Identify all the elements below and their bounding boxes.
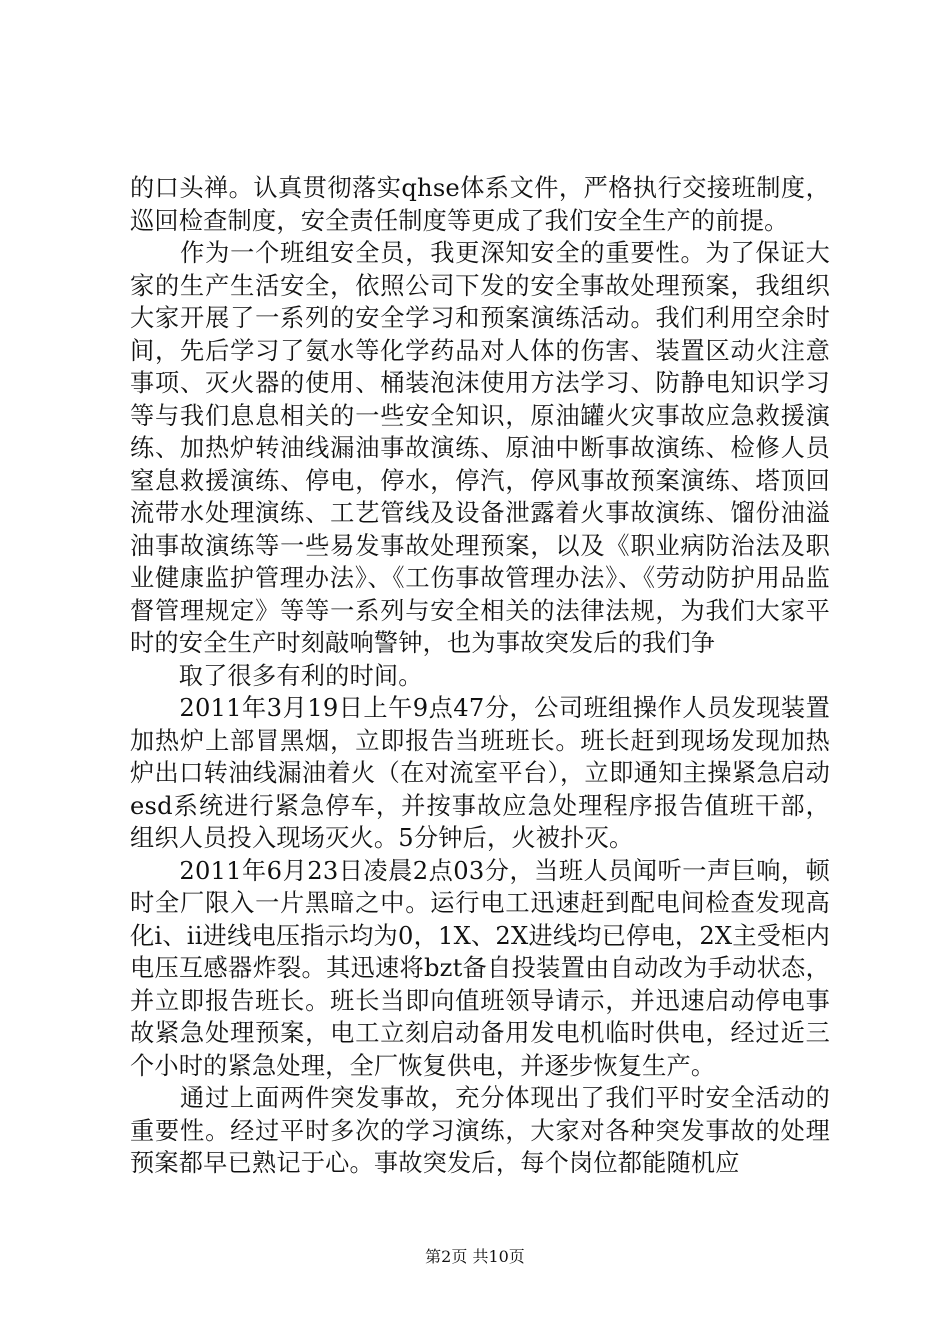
paragraph-5: 2011年6月23日凌晨2点03分，当班人员闻听一声巨响，顿时全厂限入一片黑暗之中。运行电工迅速赶到配电间检查发现高化i、ii进线电压指示均为0，1X、2X进线均已停电，2X主受柜内电压互感器炸裂。其迅速将bzt备自投装置由自动改为手动状态，并立即报告班长。班长当即向值班领导请示，并迅速启动停电事故紧急处理预案，电工立刻启动备用发电机临时供电，经过近三个小时的紧急处理，全厂恢复供电，并逐步恢复生产。: [130, 856, 830, 1080]
body-text: [130, 172, 830, 1180]
paragraph-6: 通过上面两件突发事故，充分体现出了我们平时安全活动的重要性。经过平时多次的学习演练，大家对各种突发事故的处理预案都早已熟记于心。事故突发后，每个岗位都能随机应: [130, 1084, 830, 1177]
paragraph-2: 作为一个班组安全员，我更深知安全的重要性。为了保证大家的生产生活安全，依照公司下发的安全事故处理预案，我组织大家开展了一系列的安全学习和预案演练活动。我们利用空余时间，先后学习了氨水等化学药品对人体的伤害、装置区动火注意事项、灭火器的使用、桶装泡沫使用方法学习、防静电知识学习等与我们息息相关的一些安全知识，原油罐火灾事故应急救援演练、加热炉转油线漏油事故演练、原油中断事故演练、检修人员窒息救援演练、停电，停水，停汽，停风事故预案演练、塔顶回流带水处理演练、工艺管线及设备泄露着火事故演练、馏份油溢油事故演练等一些易发事故处理预案，以及《职业病防治法及职业健康监护管理办法》、《工伤事故管理办法》、《劳动防护用品监督管理规定》等等一系列与安全相关的法律法规，为我们大家平时的安全生产时刻敲响警钟，也为事故突发后的我们争: [130, 239, 830, 657]
page-footer: 第2页 共10页: [425, 1247, 525, 1266]
paragraph-4: 2011年3月19日上午9点47分，公司班组操作人员发现装置加热炉上部冒黑烟，立即报告当班班长。班长赶到现场发现加热炉出口转油线漏油着火（在对流室平台），立即通知主操紧急启动esd系统进行紧急停车，并按事故应急处理程序报告值班干部，组织人员投入现场灭火。5分钟后，火被扑灭。: [130, 694, 830, 852]
paragraph-3: 取了很多有利的时间。: [130, 661, 423, 690]
paragraph-1: 的口头禅。认真贯彻落实qhse体系文件，严格执行交接班制度，巡回检查制度，安全责任制度等更成了我们安全生产的前提。: [130, 174, 830, 235]
